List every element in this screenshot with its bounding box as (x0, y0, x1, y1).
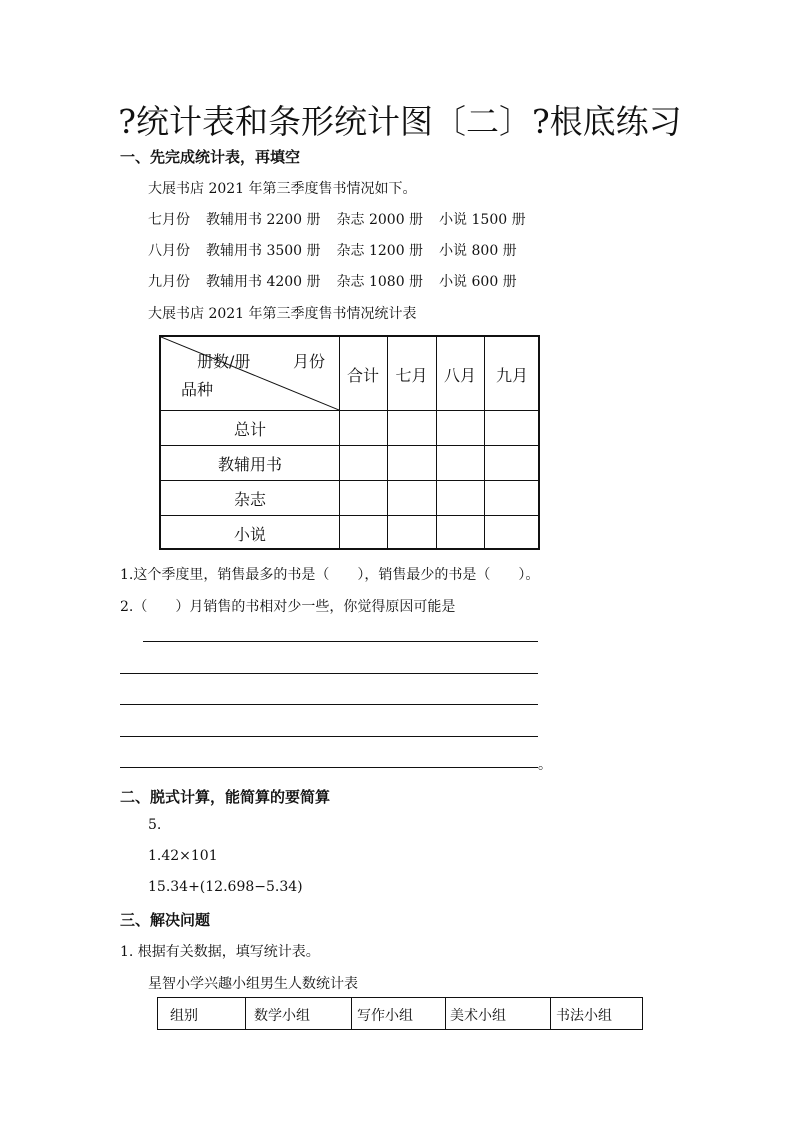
row-header-magazines: 杂志 (233, 490, 266, 509)
row-textbooks: 教辅用书 2200 册 (206, 212, 321, 228)
row-textbooks: 教辅用书 3500 册 (206, 243, 321, 259)
row-textbooks: 教辅用书 4200 册 (206, 274, 321, 290)
col-header-math: 数学小组 (254, 1008, 310, 1024)
row-novels: 小说 800 册 (439, 243, 517, 259)
end-period: 。 (538, 757, 552, 773)
sales-row-july (148, 209, 526, 229)
calc-item-2: 1.42×101 (148, 848, 218, 864)
answer-line (120, 673, 538, 674)
row-month: 九月份 (148, 274, 190, 290)
row-novels: 小说 600 册 (439, 274, 517, 290)
row-magazines: 杂志 2000 册 (336, 212, 424, 228)
row-magazines: 杂志 1200 册 (336, 243, 424, 259)
calc-item-1: 5. (148, 817, 162, 833)
row-month: 八月份 (148, 243, 190, 259)
sales-row-september (148, 271, 517, 291)
answer-line (120, 704, 538, 705)
corner-header-category: 品种 (181, 380, 214, 399)
section3-question-1: 1. 根据有关数据，填写统计表。 (120, 944, 320, 960)
row-header-total: 总计 (233, 420, 266, 439)
answer-line (120, 736, 538, 737)
question-1: 1.这个季度里，销售最多的书是（ ），销售最少的书是（ ）。 (120, 567, 540, 583)
col-header-total: 合计 (346, 366, 379, 385)
section2-heading: 二、脱式计算，能简算的要简算 (120, 788, 331, 806)
col-header-writing: 写作小组 (357, 1008, 413, 1024)
corner-header-month: 月份 (293, 352, 326, 371)
table2-caption: 星智小学兴趣小组男生人数统计表 (148, 976, 358, 992)
col-header-calligraphy: 书法小组 (556, 1008, 612, 1024)
section1-heading: 一、先完成统计表，再填空 (120, 148, 301, 166)
interest-group-table (157, 997, 643, 1030)
section1-intro: 大展书店 2021 年第三季度售书情况如下。 (148, 181, 417, 197)
sales-row-august (148, 240, 517, 260)
calc-item-3: 15.34+(12.698−5.34) (148, 879, 303, 895)
section3-heading: 三、解决问题 (120, 911, 211, 929)
answer-line (143, 641, 538, 642)
row-header-textbooks: 教辅用书 (217, 455, 282, 474)
row-month: 七月份 (148, 212, 190, 228)
row-header-novels: 小说 (233, 525, 266, 544)
page-title: ?统计表和条形统计图〔二〕?根底练习 (118, 102, 682, 141)
col-header-august: 八月 (443, 366, 476, 385)
question-2: 2.（ ）月销售的书相对少一些，你觉得原因可能是 (120, 599, 456, 615)
row-novels: 小说 1500 册 (439, 212, 526, 228)
table1-caption: 大展书店 2021 年第三季度售书情况统计表 (148, 306, 417, 322)
corner-header-quantity: 册数/册 (197, 352, 251, 371)
col-header-september: 九月 (495, 366, 528, 385)
col-header-july: 七月 (395, 366, 428, 385)
sales-statistics-table (159, 335, 540, 550)
col-header-art: 美术小组 (450, 1008, 506, 1024)
answer-line (120, 767, 538, 768)
col-header-group: 组别 (170, 1008, 198, 1024)
row-magazines: 杂志 1080 册 (336, 274, 424, 290)
